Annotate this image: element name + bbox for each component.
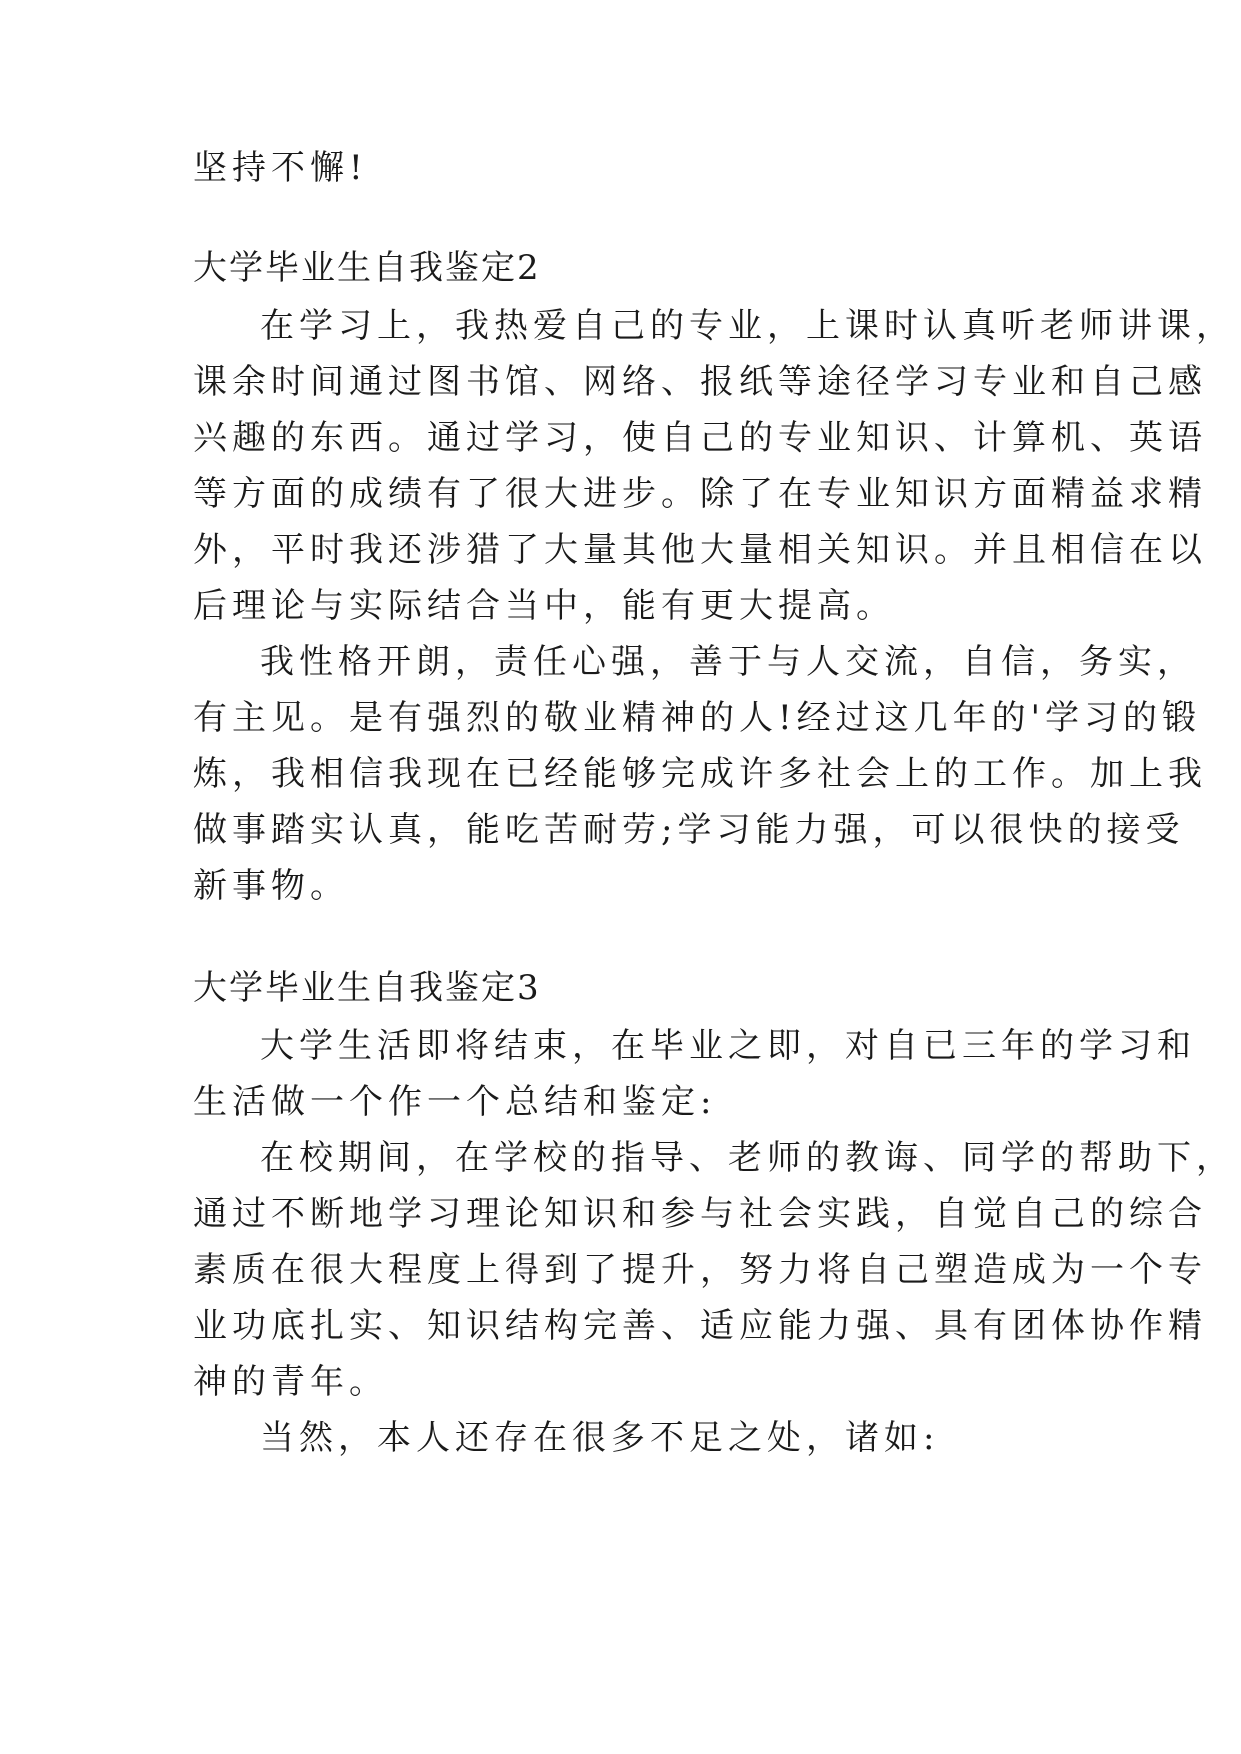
paragraph-line: 在学习上，我热爱自己的专业，上课时认真听老师讲课， <box>260 306 1235 346</box>
paragraph-line: 有主见。是有强烈的敬业精神的人!经过这几年的'学习的锻 <box>193 698 1202 738</box>
section-heading-2: 大学毕业生自我鉴定2 <box>193 248 541 288</box>
paragraph-line: 大学生活即将结束，在毕业之即，对自已三年的学习和 <box>260 1026 1196 1066</box>
paragraph-line: 业功底扎实、知识结构完善、适应能力强、具有团体协作精 <box>193 1306 1207 1346</box>
paragraph-line: 新事物。 <box>193 866 349 906</box>
paragraph-line: 做事踏实认真，能吃苦耐劳;学习能力强，可以很快的接受 <box>193 810 1185 850</box>
closing-line: 坚持不懈! <box>193 148 368 188</box>
paragraph-line: 炼，我相信我现在已经能够完成许多社会上的工作。加上我 <box>193 754 1207 794</box>
paragraph-line: 外，平时我还涉猎了大量其他大量相关知识。并且相信在以 <box>193 530 1207 570</box>
paragraph-line: 素质在很大程度上得到了提升，努力将自己塑造成为一个专 <box>193 1250 1207 1290</box>
paragraph-line: 后理论与实际结合当中，能有更大提高。 <box>193 586 895 626</box>
paragraph-line: 通过不断地学习理论知识和参与社会实践，自觉自己的综合 <box>193 1194 1207 1234</box>
paragraph-line: 课余时间通过图书馆、网络、报纸等途径学习专业和自己感 <box>193 362 1207 402</box>
paragraph-line: 等方面的成绩有了很大进步。除了在专业知识方面精益求精 <box>193 474 1207 514</box>
paragraph-line: 在校期间，在学校的指导、老师的教诲、同学的帮助下， <box>260 1138 1235 1178</box>
paragraph-line: 神的青年。 <box>193 1362 388 1402</box>
paragraph-line: 我性格开朗，责任心强，善于与人交流，自信，务实， <box>260 642 1196 682</box>
paragraph-line: 生活做一个作一个总结和鉴定: <box>193 1082 717 1122</box>
section-heading-3: 大学毕业生自我鉴定3 <box>193 968 541 1008</box>
paragraph-line: 当然，本人还存在很多不足之处，诸如: <box>260 1418 940 1458</box>
paragraph-line: 兴趣的东西。通过学习，使自己的专业知识、计算机、英语 <box>193 418 1207 458</box>
